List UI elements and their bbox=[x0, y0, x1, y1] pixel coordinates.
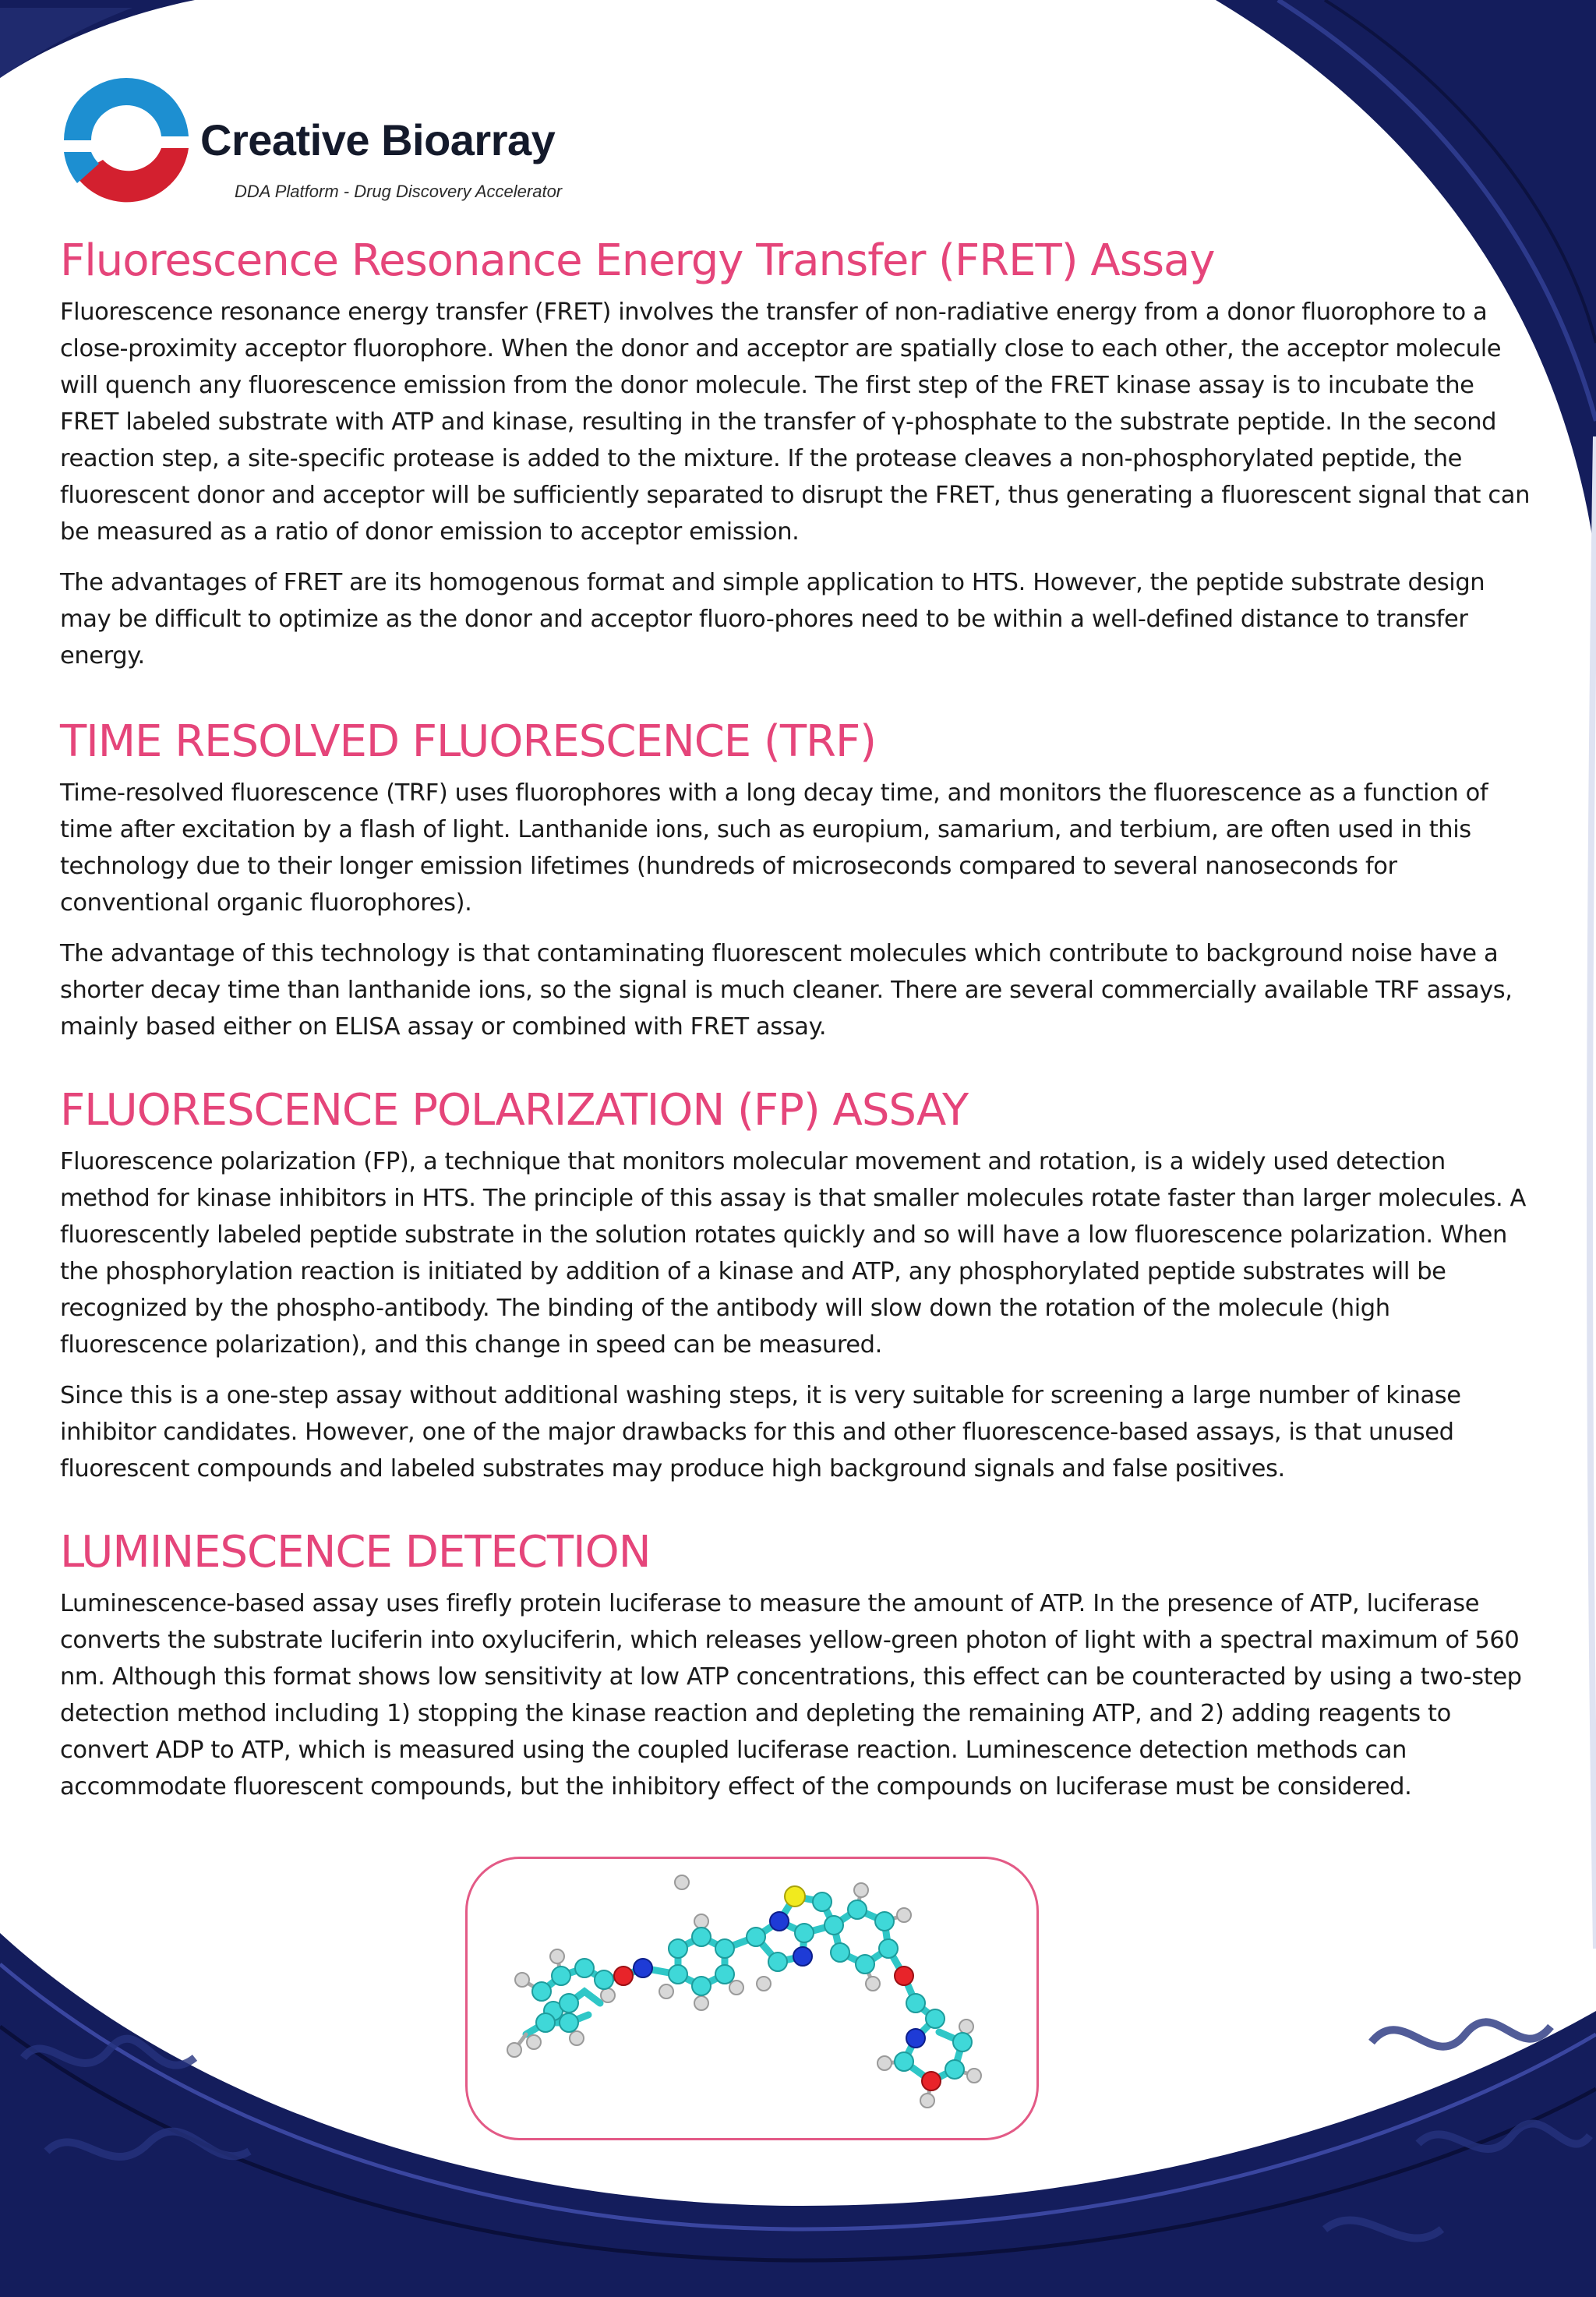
section-luminescence bbox=[60, 1528, 1533, 1805]
section-heading: FLUORESCENCE POLARIZATION (FP) ASSAY bbox=[60, 1085, 969, 1136]
section-paragraph: Luminescence-based assay uses firefly protein luciferase to measure the amount of ATP. In the presence of ATP, luciferase converts the substrate luciferin into oxyluciferin, which releases yellow-green photon of light with a spectral maximum of 560 nm. Although this format shows low sensitivity at low ATP concentrations, this effect can be counteracted by using a two-step detection method including 1) stopping the kinase reaction and depleting the remaining ATP, and 2) adding reagents to convert ADP to ATP, which is measured using the coupled luciferase reaction. Luminescence detection methods can accommodate fluorescent compounds, but the inhibitory effect of the compounds on luciferase must be considered. bbox=[60, 1590, 1522, 1800]
section-paragraph: Fluorescence polarization (FP), a technique that monitors molecular movement and rotation, is a widely used detection method for kinase inhibitors in HTS. The principle of this assay is that smaller molecules rotate faster than larger molecules. A fluorescently labeled peptide substrate in the solution rotates quickly and so will have a low fluorescence polarization. When the phosphorylation reaction is initiated by addition of a kinase and ATP, any phosphorylated peptide substrates will be recognized by the phospho-antibody. The binding of the antibody will slow down the rotation of the molecule (high fluorescence polarization), and this change in speed can be measured. bbox=[60, 1148, 1526, 1359]
section-paragraph: The advantage of this technology is that contaminating fluorescent molecules which contribute to background noise have a shorter decay time than lanthanide ions, so the signal is much cleaner. There are several commercially available TRF assays, mainly based either on ELISA assay or combined with FRET assay. bbox=[60, 940, 1513, 1041]
section-fret bbox=[60, 236, 1533, 674]
section-heading: Fluorescence Resonance Energy Transfer (FRET) Assay bbox=[60, 235, 1215, 286]
section-fp bbox=[60, 1086, 1533, 1487]
molecule-image-frame bbox=[465, 1857, 1039, 2140]
section-paragraph: Time-resolved fluorescence (TRF) uses fluorophores with a long decay time, and monitors the fluorescence as a function of time after excitation by a flash of light. Lanthanide ions, such as europium, samarium, and terbium, are often used in this technology due to their longer emission lifetimes (hundreds of microseconds compared to several nanoseconds for conventional organic fluorophores). bbox=[60, 779, 1488, 917]
brand-name: Creative Bioarray bbox=[200, 115, 556, 164]
brand-tagline: DDA Platform - Drug Discovery Accelerator bbox=[235, 182, 563, 201]
creative-bioarray-logo-icon bbox=[60, 74, 192, 207]
section-trf bbox=[60, 717, 1533, 1045]
section-heading: TIME RESOLVED FLUORESCENCE (TRF) bbox=[60, 716, 877, 767]
section-paragraph: Fluorescence resonance energy transfer (FRET) involves the transfer of non-radiative energy from a donor fluorophore to a close-proximity acceptor fluorophore. When the donor and acceptor are spatially close to each other, the acceptor molecule will quench any fluorescence emission from the donor molecule. The first step of the FRET kinase assay is to incubate the FRET labeled substrate with ATP and kinase, resulting in the transfer of γ-phosphate to the substrate peptide. In the second reaction step, a site-specific protease is added to the mixture. If the protease cleaves a non-phosphorylated peptide, the fluorescent donor and acceptor will be sufficiently separated to disrupt the FRET, thus generating a fluorescent signal that can be measured as a ratio of donor emission to acceptor emission. bbox=[60, 299, 1530, 546]
molecule-ball-and-stick-image bbox=[468, 1859, 1039, 2140]
section-paragraph: The advantages of FRET are its homogenous format and simple application to HTS. However, the peptide substrate design may be difficult to optimize as the donor and acceptor fluoro-phores need to be within a well-defined distance to transfer energy. bbox=[60, 569, 1485, 670]
section-heading: LUMINESCENCE DETECTION bbox=[60, 1527, 651, 1578]
brand-logo[interactable] bbox=[60, 74, 621, 207]
section-paragraph: Since this is a one-step assay without additional washing steps, it is very suitable for screening a large number of kinase inhibitor candidates. However, one of the major drawbacks for this and other fluorescence-based assays, is that unused fluorescent compounds and labeled substrates may produce high background signals and false positives. bbox=[60, 1382, 1461, 1482]
